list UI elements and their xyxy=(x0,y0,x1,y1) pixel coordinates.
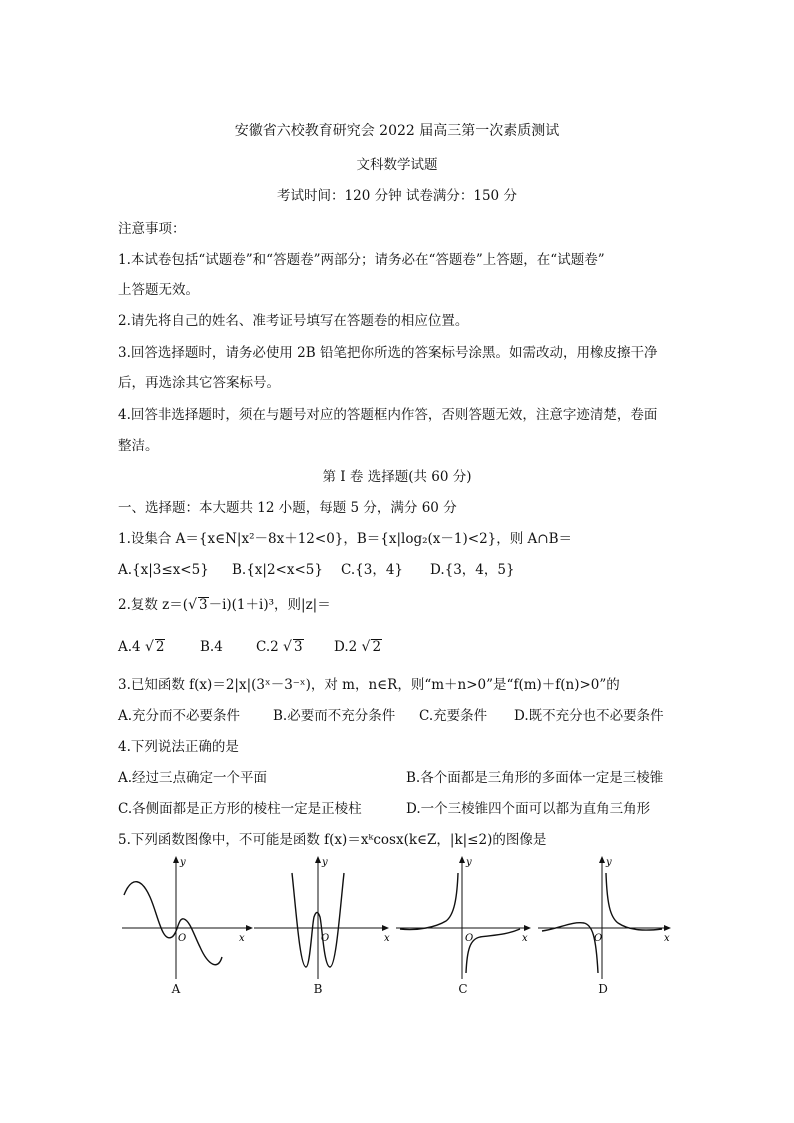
q3-option-c: C.充要条件 xyxy=(419,708,488,724)
q2-stem-root: 3 xyxy=(198,597,208,613)
graph-c xyxy=(394,855,534,980)
q2-option-b: B.4 xyxy=(200,639,223,655)
note-2: 2.请先将自己的姓名、准考证号填写在答题卷的相应位置。 xyxy=(118,313,469,329)
graph-b-x-label: x xyxy=(384,933,390,944)
exam-info: 考试时间：120 分钟 试卷满分：150 分 xyxy=(277,188,517,204)
q2-option-c xyxy=(256,637,304,657)
sqrt-sign: √ xyxy=(188,597,197,613)
graph-a-label: A xyxy=(171,982,181,996)
graph-d-label: D xyxy=(598,982,608,996)
q3-stem: 3.已知函数 f(x)＝2|x|(3ˣ－3⁻ˣ)，对 m，n∈R，则“m＋n>0”是“f(m)＋f(n)>0”的 xyxy=(118,677,620,693)
q4-option-d: D.一个三棱锥四个面可以都为直角三角形 xyxy=(406,801,651,817)
graph-c-label: C xyxy=(458,982,468,996)
graph-c-x-label: x xyxy=(522,933,528,944)
graph-a-origin: O xyxy=(178,933,187,944)
note-1b: 上答题无效。 xyxy=(118,282,199,298)
q2-d-root: 2 xyxy=(372,639,382,655)
q1-option-c: C.{3，4} xyxy=(341,562,403,578)
note-1a: 1.本试卷包括“试题卷”和“答题卷”两部分；请务必在“答题卷”上答题，在“试题卷” xyxy=(118,252,605,268)
graph-d xyxy=(536,855,676,980)
note-3a: 3.回答选择题时，请务必使用 2B 铅笔把你所选的答案标号涂黑。如需改动，用橡皮擦干净 xyxy=(118,345,658,361)
graph-a-x-label: x xyxy=(239,933,245,944)
q2-a-root: 2 xyxy=(155,639,165,655)
sqrt-sign: √ xyxy=(361,639,371,655)
q5-stem: 5.下列函数图像中，不可能是函数 f(x)＝xᵏcosx(k∈Z，|k|≤2)的图像是 xyxy=(118,832,547,848)
graph-d-origin: O xyxy=(594,933,603,944)
q3-option-b: B.必要而不充分条件 xyxy=(273,708,396,724)
q2-stem-post: －i)(1＋i)³，则|z|＝ xyxy=(208,597,331,613)
q2-option-d xyxy=(334,637,382,657)
q3-option-a: A.充分而不必要条件 xyxy=(118,708,241,724)
q2-a-pre: A.4 xyxy=(118,639,141,655)
q1-stem: 1.设集合 A＝{x∈N|x²－8x＋12<0}，B＝{x|log₂(x－1)<2}，则 A∩B＝ xyxy=(118,531,573,547)
sqrt-sign: √ xyxy=(144,639,154,655)
exam-subtitle: 文科数学试题 xyxy=(356,157,438,173)
graph-d-x-label: x xyxy=(664,933,670,944)
graph-a xyxy=(118,855,258,980)
graph-b xyxy=(252,855,392,980)
q1-option-a: A.{x|3≤x<5} xyxy=(118,562,209,578)
graph-b-label: B xyxy=(313,982,323,996)
q1-option-d: D.{3，4，5} xyxy=(430,562,515,578)
graph-b-origin: O xyxy=(321,933,330,944)
exam-title: 安徽省六校教育研究会 2022 届高三第一次素质测试 xyxy=(234,123,560,139)
q4-option-c: C.各侧面都是正方形的棱柱一定是正棱柱 xyxy=(118,801,362,817)
q1-option-b: B.{x|2<x<5} xyxy=(232,562,323,578)
section-intro: 一、选择题：本大题共 12 小题，每题 5 分，满分 60 分 xyxy=(118,500,457,516)
graph-c-y-label: y xyxy=(466,857,472,868)
q4-option-b: B.各个面都是三角形的多面体一定是三棱锥 xyxy=(406,770,664,786)
q2-option-a xyxy=(118,637,165,657)
q3-option-d: D.既不充分也不必要条件 xyxy=(514,708,664,724)
note-4b: 整洁。 xyxy=(118,438,159,454)
graph-d-y-label: y xyxy=(606,857,612,868)
q4-option-a: A.经过三点确定一个平面 xyxy=(118,770,268,786)
sqrt-sign: √ xyxy=(283,639,292,655)
q2-d-pre: D.2 xyxy=(334,639,358,655)
q2-c-root: 3 xyxy=(293,639,303,655)
q2-c-pre: C.2 xyxy=(256,639,279,655)
note-3b: 后，再选涂其它答案标号。 xyxy=(118,375,280,391)
q2-stem-pre: 2.复数 z＝( xyxy=(118,597,189,613)
graph-b-y-label: y xyxy=(322,857,328,868)
note-4a: 4.回答非选择题时，须在与题号对应的答题框内作答，否则答题无效，注意字迹清楚，卷面 xyxy=(118,407,658,423)
q4-stem: 4.下列说法正确的是 xyxy=(118,739,239,755)
notes-heading: 注意事项： xyxy=(118,221,186,237)
graph-a-y-label: y xyxy=(180,857,186,868)
graph-c-origin: O xyxy=(465,933,474,944)
q2-stem xyxy=(118,595,331,615)
section-title: 第 I 卷 选择题(共 60 分) xyxy=(322,469,472,485)
